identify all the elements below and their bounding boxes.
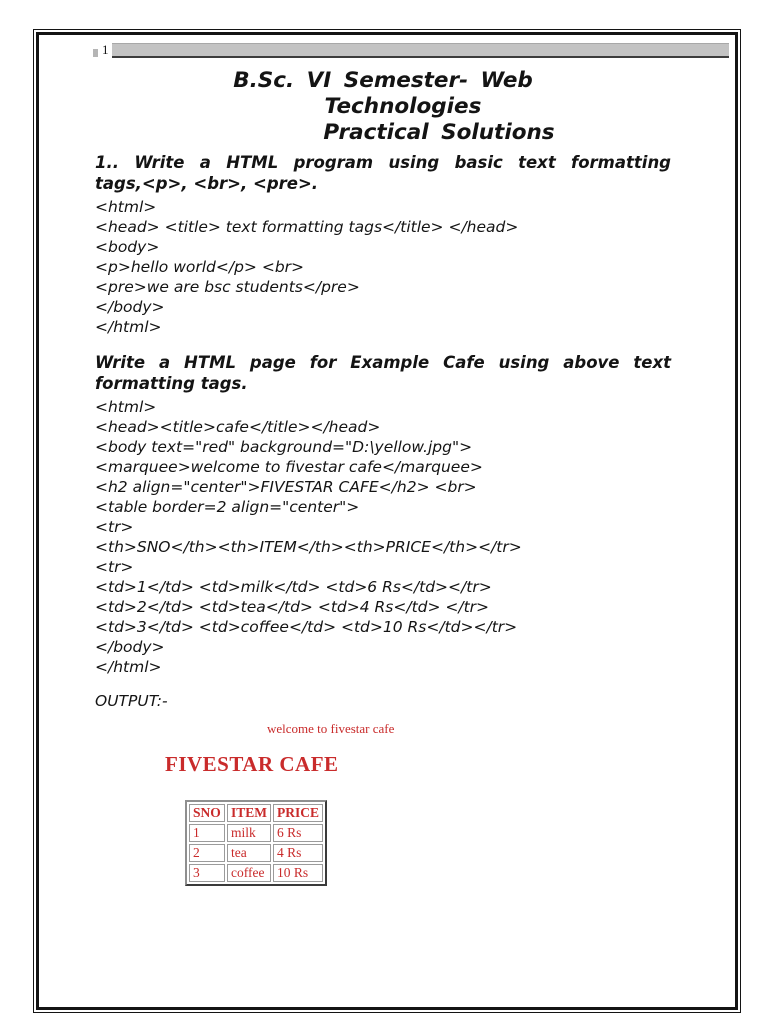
table-header-item: ITEM (227, 804, 271, 822)
table-cell: milk (227, 824, 271, 842)
document-page (33, 29, 741, 1013)
code-line: </html> (95, 318, 162, 336)
code-line: <p>hello world</p> <br> (95, 258, 305, 276)
title-line-1: B.Sc. VI Semester- Web (233, 68, 533, 93)
code-line: <th>SNO</th><th>ITEM</th><th>PRICE</th></tr> (95, 538, 522, 556)
document-title (95, 68, 671, 146)
code-line: </body> (95, 298, 165, 316)
question-1-heading-line-1: 1.. Write a HTML program using basic text formatting (95, 153, 671, 172)
cafe-heading: FIVESTAR CAFE (165, 752, 339, 776)
code-line: <table border=2 align="center"> (95, 498, 360, 516)
output-label: OUTPUT:- (95, 692, 168, 710)
code-line: <body> (95, 238, 160, 256)
code-line: <head><title>cafe</title></head> (95, 418, 381, 436)
cafe-table (185, 800, 327, 886)
code-line: <html> (95, 398, 157, 416)
table-header-price: PRICE (273, 804, 323, 822)
code-line: <html> (95, 198, 157, 216)
code-line: <tr> (95, 518, 134, 536)
code-line: </html> (95, 658, 162, 676)
question-2-heading (95, 352, 671, 394)
code-line: <td>1</td> <td>milk</td> <td>6 Rs</td></tr> (95, 578, 492, 596)
question-1-heading-line-2: tags,<p>, <br>, <pre>. (95, 174, 319, 193)
marquee-text: welcome to fivestar cafe (267, 721, 395, 736)
table-header-sno: SNO (189, 804, 225, 822)
table-header-row (189, 804, 323, 822)
header-bar (112, 43, 730, 58)
table-cell: tea (227, 844, 271, 862)
document-content (39, 68, 735, 886)
table-cell: 6 Rs (273, 824, 323, 842)
q1-code-block (95, 197, 671, 337)
table-row (189, 844, 323, 862)
table-row (189, 864, 323, 882)
code-line: <td>3</td> <td>coffee</td> <td>10 Rs</td></tr> (95, 618, 518, 636)
code-line: </body> (95, 638, 165, 656)
output-preview (95, 721, 671, 886)
code-line: <marquee>welcome to fivestar cafe</marquee> (95, 458, 483, 476)
code-line: <td>2</td> <td>tea</td> <td>4 Rs</td> </tr> (95, 598, 490, 616)
table-cell: 4 Rs (273, 844, 323, 862)
title-line-3: Practical Solutions (323, 120, 555, 145)
title-line-2: Technologies (324, 94, 482, 119)
page-header (93, 40, 729, 58)
page-number: 1 (102, 42, 109, 57)
table-cell: 3 (189, 864, 225, 882)
page-border (36, 32, 738, 1010)
code-line: <body text="red" background="D:\yellow.jpg"> (95, 438, 473, 456)
table-cell: coffee (227, 864, 271, 882)
code-line: <head> <title> text formatting tags</title> </head> (95, 218, 519, 236)
table-cell: 10 Rs (273, 864, 323, 882)
question-1-heading (95, 152, 671, 194)
table-row (189, 824, 323, 842)
code-line: <h2 align="center">FIVESTAR CAFE</h2> <br> (95, 478, 477, 496)
q2-code-block (95, 397, 671, 677)
code-line: <tr> (95, 558, 134, 576)
question-2-heading-line-2: formatting tags. (95, 374, 248, 393)
table-cell: 2 (189, 844, 225, 862)
question-2-heading-line-1: Write a HTML page for Example Cafe using above text (95, 353, 671, 372)
field-marker-icon (93, 49, 98, 57)
table-cell: 1 (189, 824, 225, 842)
code-line: <pre>we are bsc students</pre> (95, 278, 360, 296)
